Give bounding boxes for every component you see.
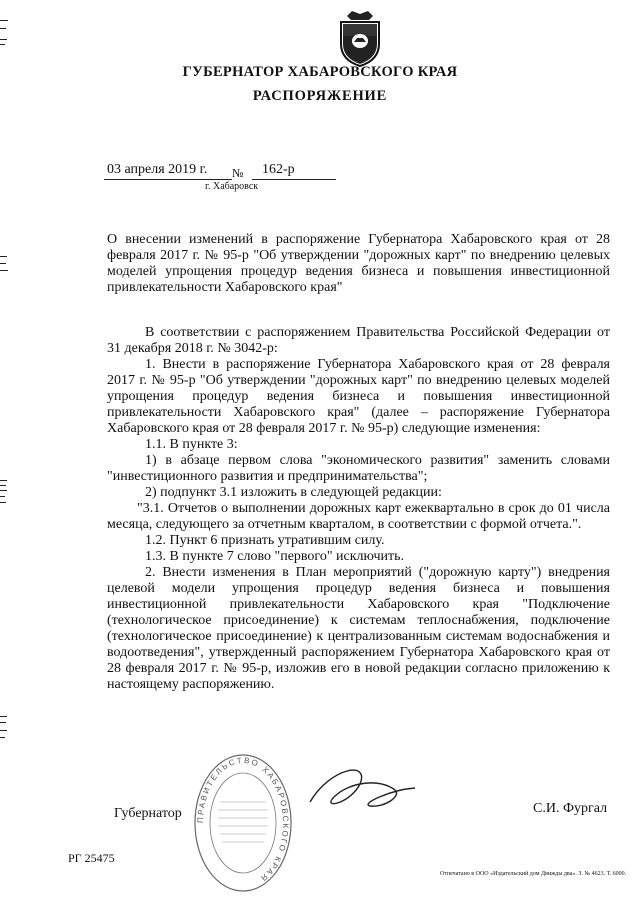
- paragraph: 1.1. В пункте 3:: [145, 437, 238, 452]
- paragraph: 1.3. В пункте 7 слово "первого" исключить.: [145, 549, 404, 564]
- paragraph: В соответствии с распоряжением Правительства Российской Федерации от 31 декабря 2018 г. № 3042-р:: [107, 325, 610, 356]
- document-date: 03 апреля 2019 г.: [107, 162, 208, 177]
- paragraph: 1.2. Пункт 6 признать утратившим силу.: [145, 533, 385, 548]
- document-subject: О внесении изменений в распоряжение Губернатора Хабаровского края от 28 февраля 2017 г. № 95-р "Об утверждении "дорожных карт" по внедрению целевых моделей упрощения процедур ведения бизнеса и повышения инвестиционной привлекательности Хабаровского края": [107, 232, 610, 295]
- document-type: РАСПОРЯЖЕНИЕ: [252, 88, 388, 104]
- document-body: [107, 325, 610, 693]
- number-underline: [252, 179, 336, 180]
- date-underline: [104, 179, 232, 180]
- scan-edge-marks: [0, 0, 10, 905]
- paragraph: "3.1. Отчетов о выполнении дорожных карт ежеквартально в срок до 01 числа месяца, следующего за отчетным кварталом, в соответствии с формой отчета.".: [107, 501, 610, 532]
- issuer-title: ГУБЕРНАТОР ХАБАРОВСКОГО КРАЯ: [182, 64, 458, 80]
- signatory-position: Губернатор: [114, 806, 182, 821]
- paragraph: 1. Внести в распоряжение Губернатора Хабаровского края от 28 февраля 2017 г. № 95-р "Об утверждении "дорожных карт" по внедрению целевых моделей упрощения процедур ведения бизнеса и повышения инвестиционной привлекательности Хабаровского края" (далее – распоряжение Губернатора Хабаровского края от 28 февраля 2017 г. № 95-р) следующие изменения:: [107, 357, 610, 436]
- printer-note: Отпечатано в ООО «Издательский дом Движды два». З. № 4623. Т. 6000.: [440, 871, 627, 877]
- paragraph: 2. Внести изменения в План мероприятий ("дорожную карту") внедрения целевой модели упрощения процедур ведения бизнеса и повышения инвестиционной привлекательности Хабаровского края "Подключение (технологическое присоединение) к системам теплоснабжения, подключение (технологическое присоединение) к централизованным системам водоснабжения и водоотведения", утвержденный распоряжением Губернатора Хабаровского края от 28 февраля 2017 г. № 95-р, изложив его в новой редакции согласно приложению к настоящему распоряжению.: [107, 565, 610, 692]
- registration-number: РГ 25475: [68, 851, 115, 865]
- number-label: №: [232, 166, 244, 180]
- signatory-name: С.И. Фургал: [533, 801, 608, 816]
- paragraph: 1) в абзаце первом слова "экономического развития" заменить словами "инвестиционного развития и предпринимательства";: [107, 453, 610, 484]
- document-number: 162-р: [262, 162, 295, 177]
- stamp-text: ПРАВИТЕЛЬСТВО ХАБАРОВСКОГО КРАЯ: [195, 755, 291, 884]
- paragraph: 2) подпункт 3.1 изложить в следующей редакции:: [145, 485, 442, 500]
- official-stamp: [188, 752, 298, 894]
- handwritten-signature: [300, 760, 420, 820]
- document-city: г. Хабаровск: [205, 181, 259, 192]
- coat-of-arms-icon: [333, 8, 387, 68]
